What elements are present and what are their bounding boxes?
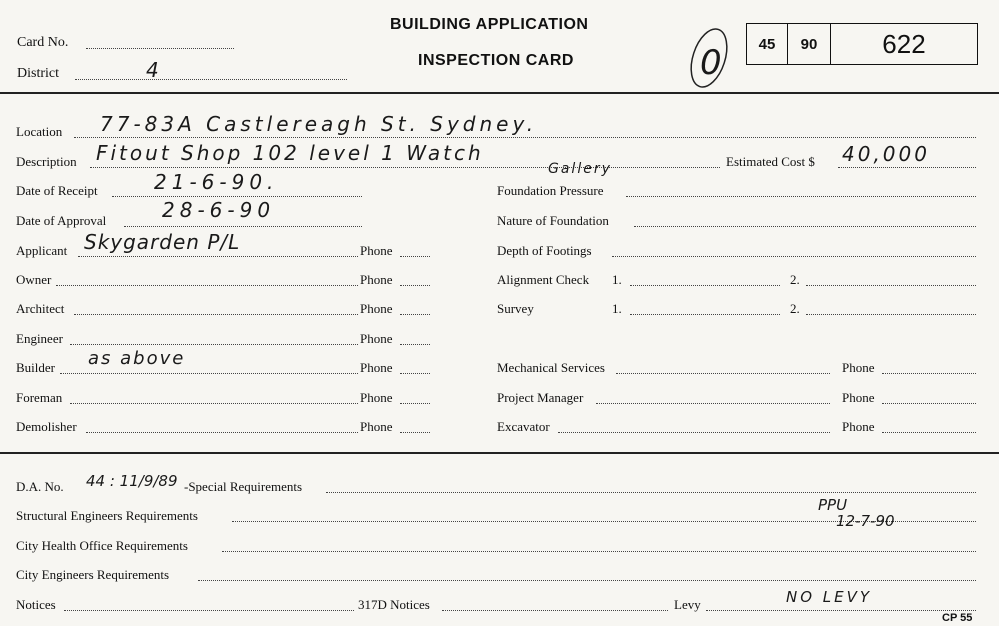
- estimated-cost-label: Estimated Cost $: [726, 154, 815, 169]
- builder-label: Builder: [16, 360, 55, 375]
- builder-value: as above: [88, 348, 186, 369]
- box-code1: 45: [746, 23, 788, 65]
- svg-text:0: 0: [700, 43, 722, 83]
- top-divider: [0, 92, 999, 94]
- card-number: 622: [830, 23, 978, 65]
- form-title: BUILDING APPLICATION: [390, 16, 589, 33]
- description-field[interactable]: [90, 167, 720, 168]
- notices-317-label: 317D Notices: [358, 597, 430, 612]
- alignment-num1: 1.: [612, 272, 622, 287]
- engineer-field[interactable]: [70, 344, 358, 345]
- builder-phone-label: Phone: [360, 360, 393, 375]
- special-req-label: -Special Requirements: [184, 479, 303, 494]
- nature-foundation-field[interactable]: [634, 226, 976, 227]
- description-extra: Gallery: [548, 161, 612, 177]
- district-field[interactable]: [75, 79, 347, 80]
- structural-value-1: PPU: [818, 496, 848, 514]
- architect-phone-field[interactable]: [400, 314, 430, 315]
- owner-field[interactable]: [56, 285, 358, 286]
- levy-field[interactable]: [706, 610, 976, 611]
- survey-field-1[interactable]: [630, 314, 780, 315]
- form-subtitle: INSPECTION CARD: [418, 52, 574, 69]
- survey-num1: 1.: [612, 301, 622, 316]
- district-label: District: [17, 66, 59, 81]
- health-field[interactable]: [222, 551, 976, 552]
- demolisher-phone-label: Phone: [360, 419, 393, 434]
- architect-field[interactable]: [74, 314, 358, 315]
- notices-field[interactable]: [64, 610, 354, 611]
- alignment-check-field-1[interactable]: [630, 285, 780, 286]
- project-manager-label: Project Manager: [497, 390, 584, 405]
- owner-phone-field[interactable]: [400, 285, 430, 286]
- location-label: Location: [16, 124, 63, 139]
- architect-phone-label: Phone: [360, 301, 393, 316]
- survey-field-2[interactable]: [806, 314, 976, 315]
- form-code: CP 55: [942, 612, 973, 624]
- applicant-phone-field[interactable]: [400, 256, 430, 257]
- alignment-check-label: Alignment Check: [497, 272, 590, 287]
- structural-label: Structural Engineers Requirements: [16, 508, 198, 523]
- notices-label: Notices: [16, 597, 56, 612]
- da-no-value: 44 : 11/9/89: [86, 472, 178, 490]
- applicant-phone-label: Phone: [360, 243, 393, 258]
- engineer-label: Engineer: [16, 331, 63, 346]
- project-manager-field[interactable]: [596, 403, 830, 404]
- city-eng-label: City Engineers Requirements: [16, 567, 170, 582]
- special-req-field[interactable]: [326, 492, 976, 493]
- location-value: 77-83A Castlereagh St. Sydney.: [100, 112, 538, 136]
- notices-317-field[interactable]: [442, 610, 668, 611]
- excavator-phone-label: Phone: [842, 419, 875, 434]
- health-label: City Health Office Requirements: [16, 538, 188, 553]
- da-no-label: D.A. No.: [16, 479, 64, 494]
- district-value: 4: [146, 58, 161, 82]
- depth-footings-field[interactable]: [612, 256, 976, 257]
- card-no-field[interactable]: [86, 48, 234, 49]
- card-no-label: Card No.: [17, 35, 69, 50]
- nature-foundation-label: Nature of Foundation: [497, 213, 609, 228]
- alignment-num2: 2.: [790, 272, 800, 287]
- bottom-divider: [0, 452, 999, 454]
- date-approval-value: 28-6-90: [162, 198, 276, 222]
- engineer-phone-label: Phone: [360, 331, 393, 346]
- foreman-field[interactable]: [70, 403, 358, 404]
- mechanical-phone-field[interactable]: [882, 373, 976, 374]
- builder-phone-field[interactable]: [400, 373, 430, 374]
- engineer-phone-field[interactable]: [400, 344, 430, 345]
- demolisher-field[interactable]: [86, 432, 358, 433]
- architect-label: Architect: [16, 301, 65, 316]
- foundation-pressure-field[interactable]: [626, 196, 976, 197]
- date-receipt-field[interactable]: [112, 196, 362, 197]
- builder-field[interactable]: [60, 373, 358, 374]
- survey-num2: 2.: [790, 301, 800, 316]
- mechanical-phone-label: Phone: [842, 360, 875, 375]
- estimated-cost-field[interactable]: [838, 167, 976, 168]
- applicant-field[interactable]: [78, 256, 358, 257]
- mechanical-label: Mechanical Services: [497, 360, 605, 375]
- city-eng-field[interactable]: [198, 580, 976, 581]
- box-code2: 90: [787, 23, 831, 65]
- location-field[interactable]: [74, 137, 976, 138]
- levy-label: Levy: [674, 597, 701, 612]
- project-manager-phone-label: Phone: [842, 390, 875, 405]
- excavator-phone-field[interactable]: [882, 432, 976, 433]
- demolisher-label: Demolisher: [16, 419, 77, 434]
- date-approval-label: Date of Approval: [16, 213, 107, 228]
- date-approval-field[interactable]: [124, 226, 362, 227]
- description-value: Fitout Shop 102 level 1 Watch: [96, 141, 484, 165]
- levy-value: NO LEVY: [786, 588, 873, 606]
- foreman-phone-field[interactable]: [400, 403, 430, 404]
- foundation-pressure-label: Foundation Pressure: [497, 183, 604, 198]
- mechanical-field[interactable]: [616, 373, 830, 374]
- foreman-label: Foreman: [16, 390, 63, 405]
- circled-mark-text: [690, 26, 732, 90]
- alignment-check-field-2[interactable]: [806, 285, 976, 286]
- project-manager-phone-field[interactable]: [882, 403, 976, 404]
- owner-label: Owner: [16, 272, 52, 287]
- excavator-field[interactable]: [558, 432, 830, 433]
- date-receipt-value: 21-6-90.: [154, 170, 279, 194]
- estimated-cost-value: 40,000: [842, 142, 930, 166]
- depth-footings-label: Depth of Footings: [497, 243, 592, 258]
- owner-phone-label: Phone: [360, 272, 393, 287]
- structural-value-2: 12-7-90: [836, 512, 895, 530]
- foreman-phone-label: Phone: [360, 390, 393, 405]
- applicant-value: Skygarden P/L: [84, 230, 241, 254]
- date-receipt-label: Date of Receipt: [16, 183, 98, 198]
- survey-label: Survey: [497, 301, 534, 316]
- excavator-label: Excavator: [497, 419, 550, 434]
- applicant-label: Applicant: [16, 243, 68, 258]
- description-label: Description: [16, 154, 77, 169]
- demolisher-phone-field[interactable]: [400, 432, 430, 433]
